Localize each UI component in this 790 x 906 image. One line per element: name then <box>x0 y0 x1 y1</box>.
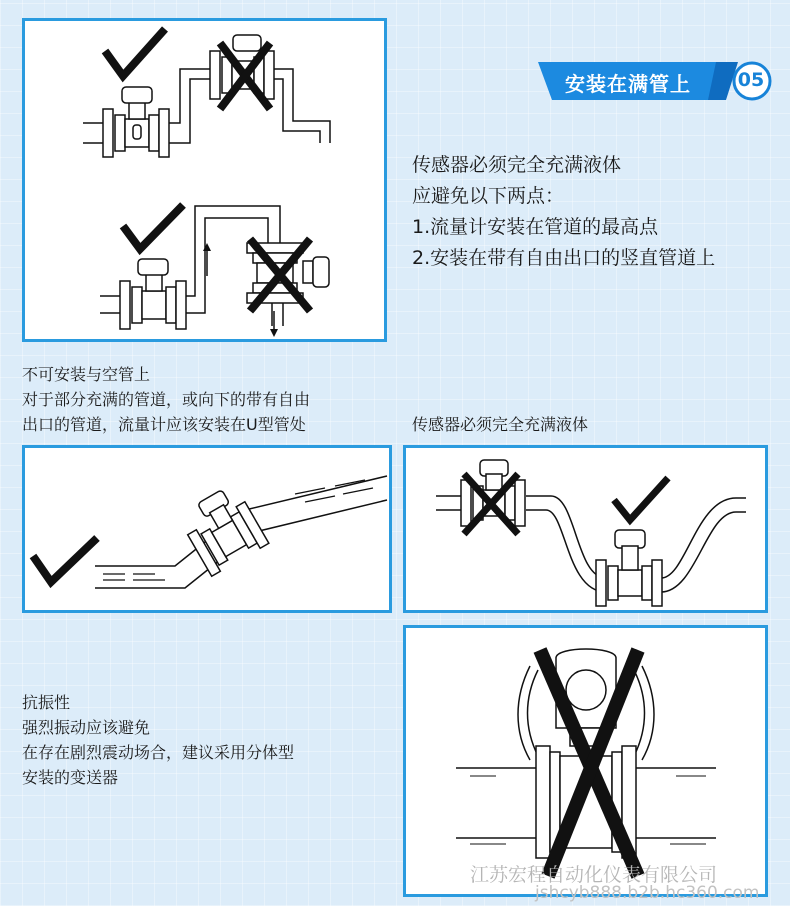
badge-title: 安装在满管上 <box>565 72 691 96</box>
check-icon <box>614 478 668 520</box>
diagram-inclined-pipe <box>22 445 392 613</box>
section3-line: 在存在剧烈震动场合，建议采用分体型 <box>22 743 295 762</box>
section3-line: 安装的变送器 <box>22 768 119 787</box>
section3-line: 强烈振动应该避免 <box>22 718 151 737</box>
diagram-u-pipe <box>403 445 768 613</box>
section2-line: 不可安装与空管上 <box>22 365 151 384</box>
badge-number: 05 <box>737 69 765 91</box>
section2-line: 出口的管道，流量计应该安装在U型管处 <box>22 415 306 434</box>
section1-line: 2.安装在带有自由出口的竖直管道上 <box>412 247 716 269</box>
footer-url: jshcyb888.b2b.hc360.com <box>535 883 760 903</box>
check-icon <box>33 538 97 582</box>
check-icon <box>123 205 183 249</box>
section1-line: 1.流量计安装在管道的最高点 <box>412 216 659 238</box>
footer-company: 江苏宏程自动化仪表有限公司 <box>470 864 718 886</box>
section1-line: 应避免以下两点： <box>412 185 565 207</box>
section2-line: 对于部分充满的管道，或向下的带有自由 <box>22 390 311 409</box>
section1-text <box>412 150 715 274</box>
section2-text <box>22 362 310 437</box>
section3-line: 抗振性 <box>22 693 71 712</box>
section2-caption: 传感器必须完全充满液体 <box>412 415 589 434</box>
section1-line: 传感器必须完全充满液体 <box>412 154 622 176</box>
section3-text <box>22 690 294 790</box>
diagram-vibration <box>403 625 768 897</box>
diagram-top-pipes <box>22 18 387 342</box>
check-icon <box>105 29 165 76</box>
